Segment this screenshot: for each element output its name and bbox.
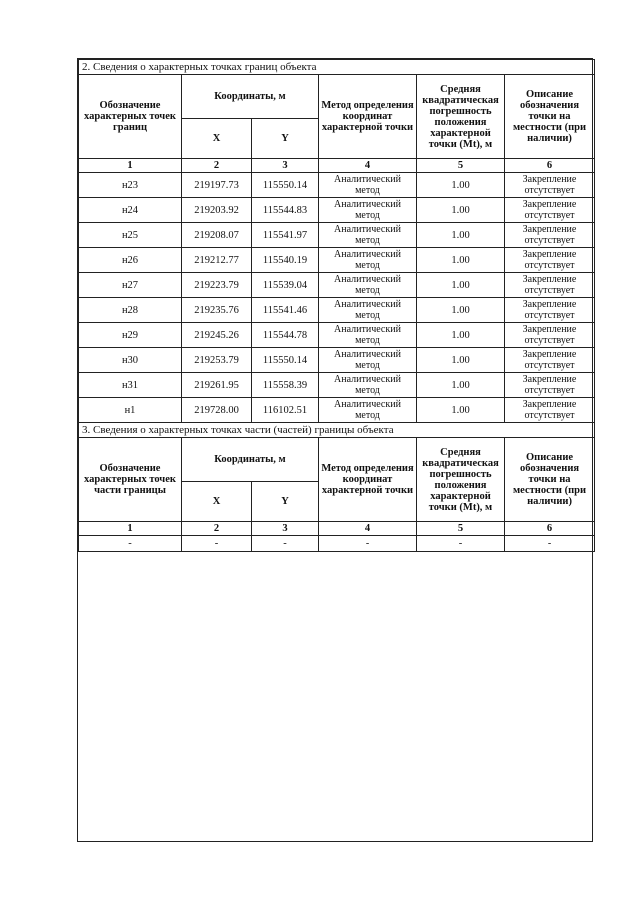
description-cell: Закрепление отсутствует: [505, 173, 595, 198]
section2-table: [78, 59, 595, 423]
method-cell: Аналитический метод: [319, 298, 417, 323]
description-cell: Закрепление отсутствует: [505, 248, 595, 273]
table-row: [79, 248, 595, 273]
error-cell: 1.00: [417, 348, 505, 373]
col-number: 5: [417, 159, 505, 173]
header-designation: Обозначение характерных точек границ: [79, 75, 182, 159]
error-cell: 1.00: [417, 198, 505, 223]
point-cell: н27: [79, 273, 182, 298]
x-cell: -: [182, 536, 252, 552]
header-coords: Координаты, м: [182, 438, 319, 482]
x-cell: 219235.76: [182, 298, 252, 323]
y-cell: 115550.14: [252, 348, 319, 373]
error-cell: 1.00: [417, 398, 505, 423]
x-cell: 219261.95: [182, 373, 252, 398]
x-cell: 219208.07: [182, 223, 252, 248]
method-cell: Аналитический метод: [319, 173, 417, 198]
method-cell: Аналитический метод: [319, 248, 417, 273]
error-cell: 1.00: [417, 298, 505, 323]
header-error: Средняя квадратическая погрешность положения характерной точки (Mt), м: [417, 75, 505, 159]
method-cell: Аналитический метод: [319, 198, 417, 223]
header-designation: Обозначение характерных точек части границы: [79, 438, 182, 522]
header-error: Средняя квадратическая погрешность положения характерной точки (Mt), м: [417, 438, 505, 522]
x-cell: 219203.92: [182, 198, 252, 223]
point-cell: н28: [79, 298, 182, 323]
x-cell: 219223.79: [182, 273, 252, 298]
col-number: 5: [417, 522, 505, 536]
description-cell: Закрепление отсутствует: [505, 273, 595, 298]
document-frame: [77, 58, 593, 842]
point-cell: н23: [79, 173, 182, 198]
section3-title: 3. Сведения о характерных точках части (частей) границы объекта: [79, 423, 595, 438]
error-cell: 1.00: [417, 323, 505, 348]
col-number: 4: [319, 522, 417, 536]
table-row: [79, 373, 595, 398]
col-number: 2: [182, 522, 252, 536]
header-x: X: [182, 119, 252, 159]
method-cell: Аналитический метод: [319, 398, 417, 423]
method-cell: -: [319, 536, 417, 552]
col-number: 4: [319, 159, 417, 173]
error-cell: 1.00: [417, 373, 505, 398]
table-row: [79, 173, 595, 198]
y-cell: 115544.83: [252, 198, 319, 223]
header-method: Метод определения координат характерной точки: [319, 438, 417, 522]
method-cell: Аналитический метод: [319, 223, 417, 248]
header-coords: Координаты, м: [182, 75, 319, 119]
table-row: [79, 298, 595, 323]
error-cell: 1.00: [417, 273, 505, 298]
point-cell: н29: [79, 323, 182, 348]
y-cell: -: [252, 536, 319, 552]
header-method: Метод определения координат характерной точки: [319, 75, 417, 159]
method-cell: Аналитический метод: [319, 323, 417, 348]
section3-table: [78, 422, 595, 552]
y-cell: 115539.04: [252, 273, 319, 298]
table-row: [79, 323, 595, 348]
method-cell: Аналитический метод: [319, 373, 417, 398]
description-cell: -: [505, 536, 595, 552]
y-cell: 115544.78: [252, 323, 319, 348]
y-cell: 115550.14: [252, 173, 319, 198]
col-number: 1: [79, 159, 182, 173]
table-row: [79, 223, 595, 248]
table-row: [79, 198, 595, 223]
y-cell: 115541.46: [252, 298, 319, 323]
description-cell: Закрепление отсутствует: [505, 298, 595, 323]
col-number: 1: [79, 522, 182, 536]
header-description: Описание обозначения точки на местности (при наличии): [505, 438, 595, 522]
y-cell: 115541.97: [252, 223, 319, 248]
error-cell: 1.00: [417, 223, 505, 248]
description-cell: Закрепление отсутствует: [505, 198, 595, 223]
col-number: 6: [505, 522, 595, 536]
point-cell: н24: [79, 198, 182, 223]
table-row: [79, 348, 595, 373]
point-cell: н31: [79, 373, 182, 398]
x-cell: 219245.26: [182, 323, 252, 348]
point-cell: н26: [79, 248, 182, 273]
point-cell: н30: [79, 348, 182, 373]
header-y: Y: [252, 119, 319, 159]
col-number: 6: [505, 159, 595, 173]
y-cell: 116102.51: [252, 398, 319, 423]
description-cell: Закрепление отсутствует: [505, 398, 595, 423]
table-row: [79, 273, 595, 298]
point-cell: н1: [79, 398, 182, 423]
header-x: X: [182, 482, 252, 522]
section2-title: 2. Сведения о характерных точках границ объекта: [79, 60, 595, 75]
method-cell: Аналитический метод: [319, 348, 417, 373]
y-cell: 115540.19: [252, 248, 319, 273]
y-cell: 115558.39: [252, 373, 319, 398]
header-y: Y: [252, 482, 319, 522]
error-cell: 1.00: [417, 248, 505, 273]
x-cell: 219197.73: [182, 173, 252, 198]
error-cell: 1.00: [417, 173, 505, 198]
col-number: 3: [252, 159, 319, 173]
point-cell: н25: [79, 223, 182, 248]
description-cell: Закрепление отсутствует: [505, 223, 595, 248]
table-row: [79, 536, 595, 552]
x-cell: 219728.00: [182, 398, 252, 423]
table-row: [79, 398, 595, 423]
description-cell: Закрепление отсутствует: [505, 373, 595, 398]
header-description: Описание обозначения точки на местности (при наличии): [505, 75, 595, 159]
description-cell: Закрепление отсутствует: [505, 348, 595, 373]
x-cell: 219212.77: [182, 248, 252, 273]
method-cell: Аналитический метод: [319, 273, 417, 298]
description-cell: Закрепление отсутствует: [505, 323, 595, 348]
error-cell: -: [417, 536, 505, 552]
col-number: 3: [252, 522, 319, 536]
col-number: 2: [182, 159, 252, 173]
x-cell: 219253.79: [182, 348, 252, 373]
point-cell: -: [79, 536, 182, 552]
